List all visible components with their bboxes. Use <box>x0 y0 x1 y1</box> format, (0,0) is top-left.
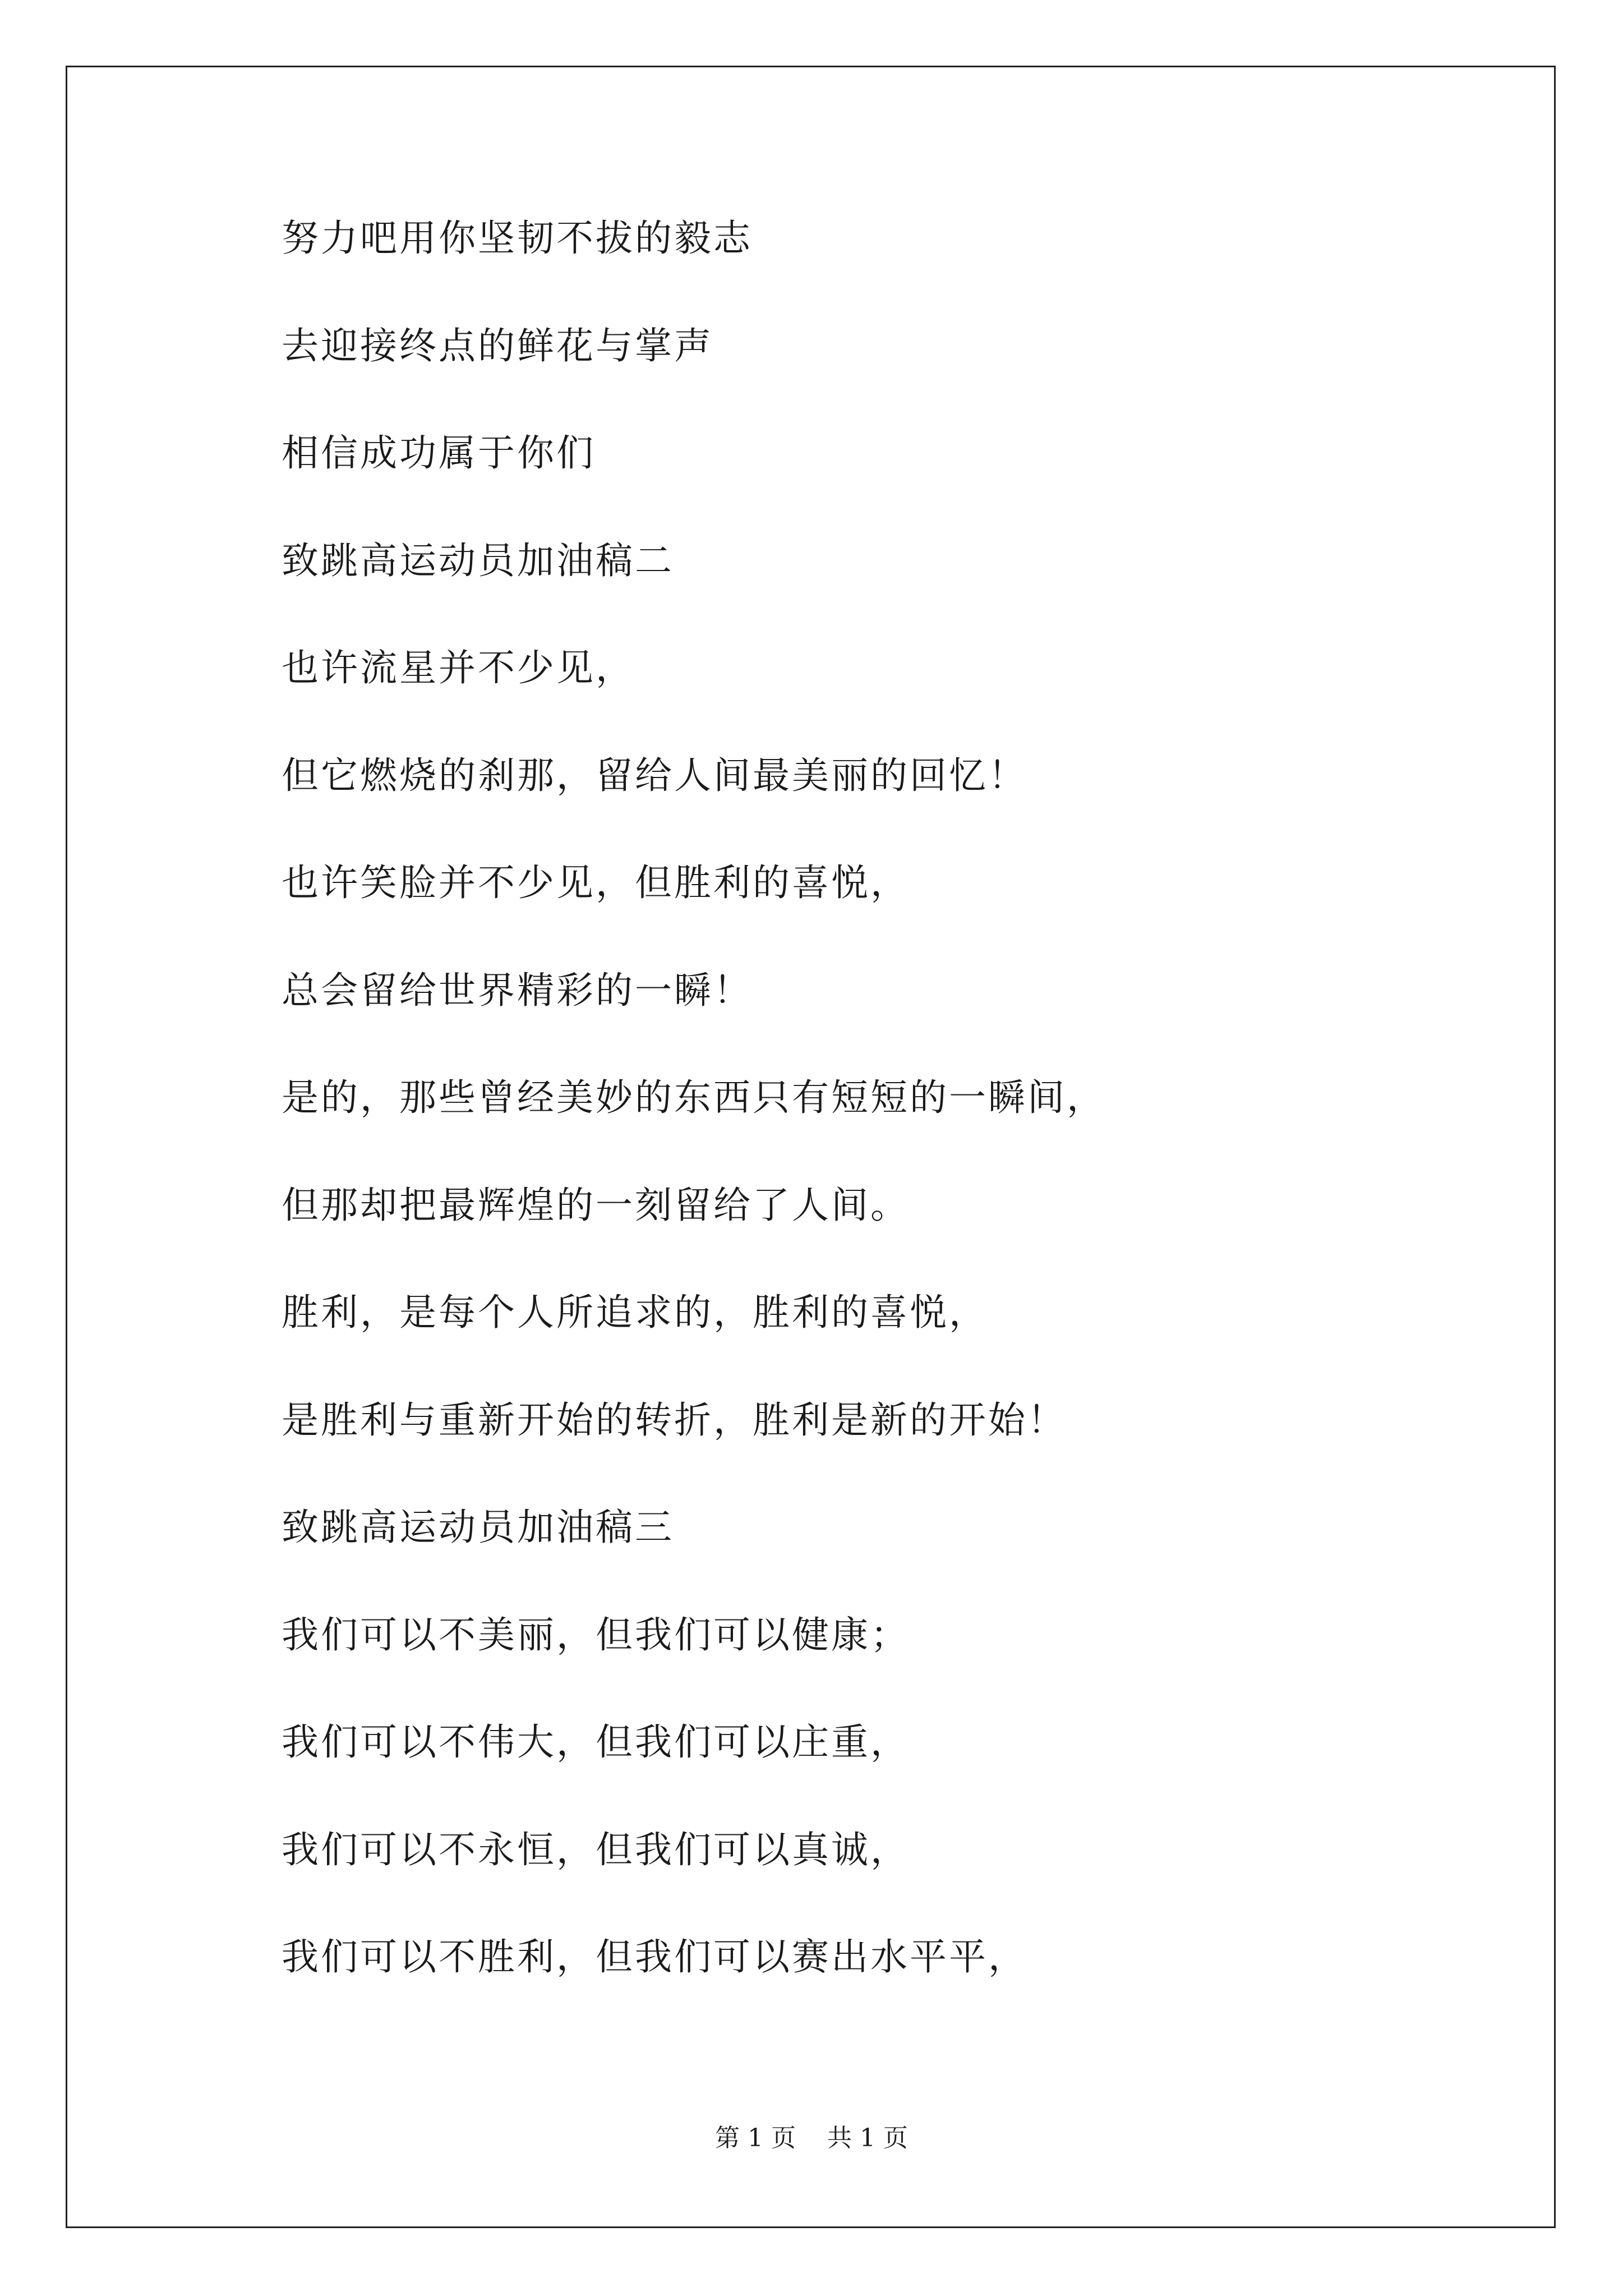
text-line: 但那却把最辉煌的一刻留给了人间。 <box>282 1183 910 1227</box>
page-number-footer: 第 1 页 共 1 页 <box>715 2124 908 2152</box>
text-line: 胜利，是每个人所追求的，胜利的喜悦， <box>282 1291 988 1334</box>
text-line: 我们可以不胜利，但我们可以赛出水平平， <box>282 1935 1027 1978</box>
text-line: 总会留给世界精彩的一瞬！ <box>282 968 753 1012</box>
text-line: 也许流星并不少见， <box>282 646 635 689</box>
section-heading: 致跳高运动员加油稿二 <box>282 539 674 582</box>
text-line: 是胜利与重新开始的转折，胜利是新的开始！ <box>282 1398 1067 1442</box>
text-line: 但它燃烧的刹那，留给人间最美丽的回忆！ <box>282 753 1027 797</box>
document-body <box>282 213 1515 2040</box>
text-line: 相信成功属于你们 <box>282 431 596 475</box>
text-line: 我们可以不美丽，但我们可以健康； <box>282 1613 910 1657</box>
text-line: 努力吧用你坚韧不拔的毅志 <box>282 217 753 260</box>
text-line: 去迎接终点的鲜花与掌声 <box>282 324 713 367</box>
text-line: 我们可以不永恒，但我们可以真诚， <box>282 1828 910 1871</box>
text-line: 也许笑脸并不少见，但胜利的喜悦， <box>282 861 910 904</box>
section-heading: 致跳高运动员加油稿三 <box>282 1506 674 1549</box>
text-line: 是的，那些曾经美妙的东西只有短短的一瞬间， <box>282 1076 1106 1119</box>
text-line: 我们可以不伟大，但我们可以庄重， <box>282 1720 910 1764</box>
